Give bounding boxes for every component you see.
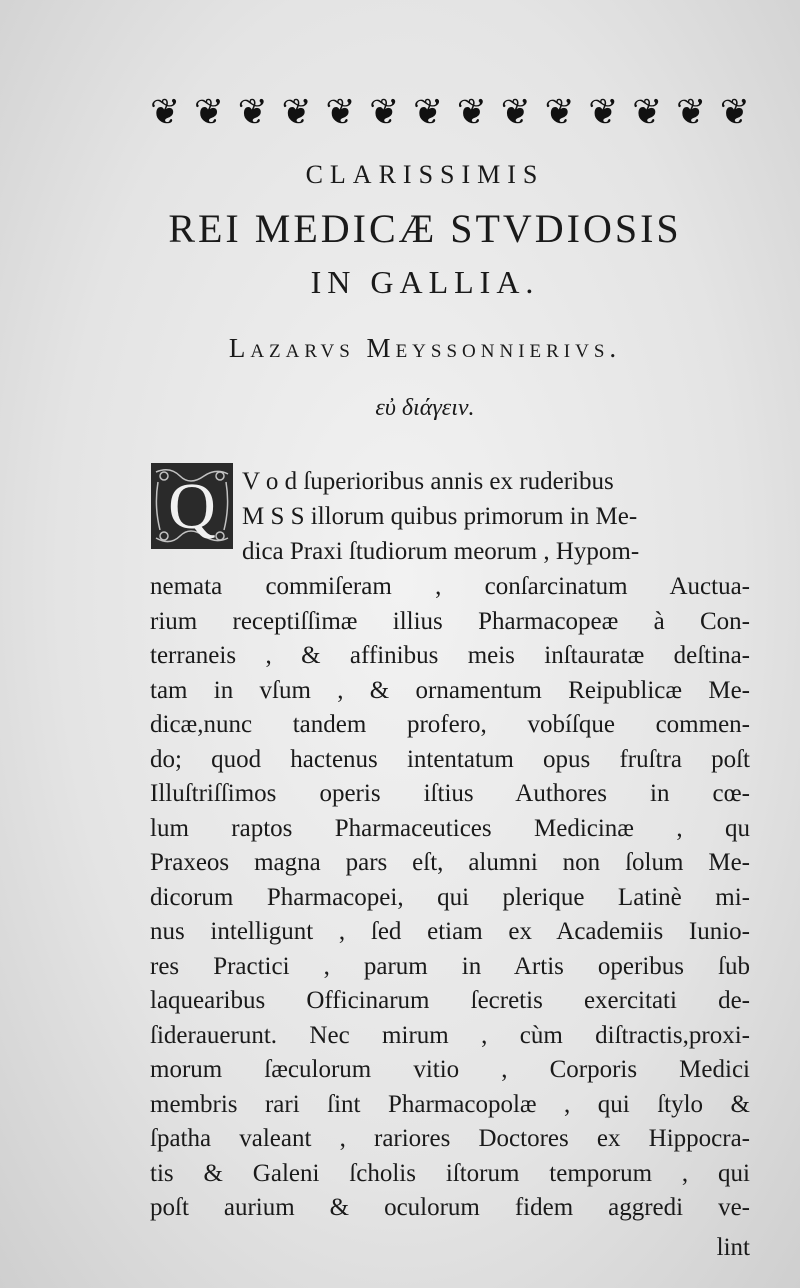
fleuron-icon: ❦ [281,92,312,132]
fleuron-icon: ❦ [544,92,575,132]
text-line: V o d ſuperioribus annis ex ruderibus [242,468,614,495]
fleuron-icon: ❦ [237,92,268,132]
text-line: tis & Galeni ſcholis iſtorum temporum , qui [150,1159,750,1187]
ornamental-border [150,92,750,132]
catchword: lint [716,1234,750,1261]
greek-motto: εὐ διάγειν. [375,395,475,421]
text-line: membris rari ſint Pharmacopolæ , qui ſtylo & [150,1090,750,1118]
text-line: Illuſtriſſimos operis iſtius Authores in cœ- [150,780,750,807]
text-line: nemata commiſeram , conſarcinatum Auctua- [150,573,750,600]
text-line: rium receptiſſimæ illius Pharmacopeæ à Con- [150,607,750,635]
heading-line-1: CLARISSIMIS [305,160,545,189]
text-line: tam in vſum , & ornamentum Reipublicæ Me- [150,676,750,704]
fleuron-icon: ❦ [719,92,750,132]
text-line: do; quod hactenus intentatum opus fruſtra poſt [150,745,750,773]
text-line: nus intelligunt , ſed etiam ex Academiis Iunio- [150,918,750,945]
text-line: ſiderauerunt. Nec mirum , cùm diſtractis,proxi- [150,1021,750,1049]
fleuron-icon: ❦ [325,92,356,132]
fleuron-icon: ❦ [193,92,224,132]
heading-line-3: IN GALLIA. [310,264,540,300]
text-line: dica Praxi ſtudiorum meorum , Hypom- [242,538,640,565]
author-name: Lazarvs Meyssonnierivs. [228,333,622,363]
fleuron-icon: ❦ [500,92,531,132]
heading-line-2: REI MEDICÆ STVDIOSIS [168,206,682,251]
text-line: res Practici , parum in Artis operibus ſub [150,952,750,980]
dropcap-letter: Q [168,470,216,543]
fleuron-icon: ❦ [150,92,181,132]
fleuron-icon: ❦ [675,92,707,132]
text-line: terraneis , & affinibus meis inſtauratæ deſtina- [150,642,750,669]
fleuron-icon: ❦ [588,92,619,132]
text-line: morum ſæculorum vitio , Corporis Medici [150,1056,750,1083]
text-line: laquearibus Officinarum ſecretis exercitati de- [150,987,750,1014]
text-line: dicorum Pharmacopei, qui plerique Latinè mi- [150,883,750,911]
text-line: lum raptos Pharmaceutices Medicinæ , qu [150,814,750,842]
fleuron-icon: ❦ [369,92,400,132]
decorated-initial-icon [150,462,234,550]
fleuron-icon: ❦ [456,92,487,132]
text-line: dicæ,nunc tandem profero, vobíſque commen- [150,711,750,738]
text-line: Praxeos magna pars eſt, alumni non ſolum Me- [150,849,750,876]
fleuron-icon: ❦ [632,92,663,132]
text-line: M S S illorum quibus primorum in Me- [242,503,638,530]
fleuron-icon: ❦ [412,92,444,132]
text-line: ſpatha valeant , rariores Doctores ex Hippocra- [150,1125,750,1152]
text-line: poſt aurium & oculorum fidem aggredi ve- [150,1194,750,1221]
